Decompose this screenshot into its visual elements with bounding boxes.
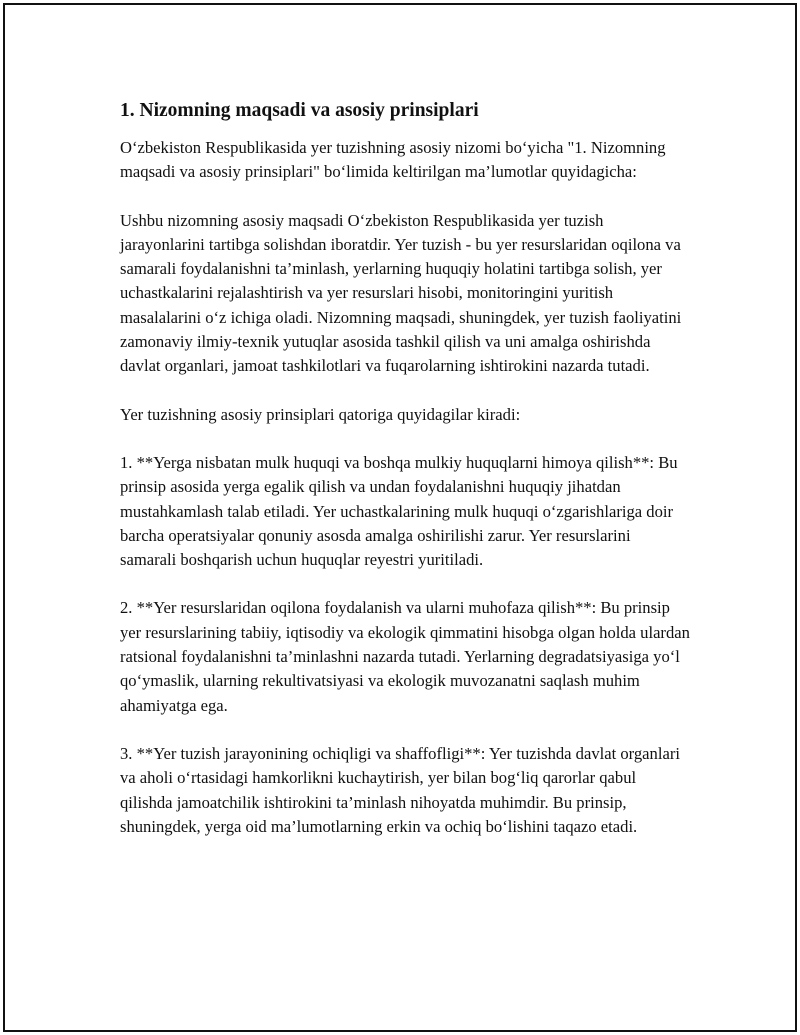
section-title: 1. Nizomning maqsadi va asosiy prinsiplari [120, 100, 479, 121]
principles-intro-paragraph: Yer tuzishning asosiy prinsiplari qatoriga quyidagilar kiradi: [120, 404, 521, 424]
page-frame [3, 3, 797, 1032]
intro-paragraph: O‘zbekiston Respublikasida yer tuzishning asosiy nizomi bo‘yicha "1. Nizomning maqsadi va asosiy prinsiplari" bo‘limida keltirilgan ma’lumotlar quyidagicha: [120, 138, 666, 182]
principle-1-paragraph: 1. **Yerga nisbatan mulk huquqi va boshqa mulkiy huquqlarni himoya qilish**: Bu prinsip asosida yerga egalik qilish va undan foydalanishni huquqiy jihatdan mustahkamlash talab etiladi. Yer uchastkalarining mulk huquqi o‘zgarishlariga doir barcha operatsiyalar qonuniy asosda amalga oshirilishi zarur. Yer resurslarini samarali boshqarish uchun huquqlar reyestri yuritiladi. [120, 452, 678, 570]
document-body [120, 98, 690, 863]
principle-3-paragraph: 3. **Yer tuzish jarayonining ochiqligi va shaffofligi**: Yer tuzishda davlat organlari va aholi o‘rtasidagi hamkorlikni kuchaytirish, yer bilan bog‘liq qarorlar qabul qilishda jamoatchilik ishtirokini ta’minlash nihoyatda muhimdir. Bu prinsip, shuningdek, yerga oid ma’lumotlarning erkin va ochiq bo‘lishini taqazo etadi. [120, 743, 680, 836]
principle-2-paragraph: 2. **Yer resurslaridan oqilona foydalanish va ularni muhofaza qilish**: Bu prinsip yer resurslarining tabiiy, iqtisodiy va ekologik qimmatini hisobga olgan holda ulardan ratsional foydalanishni ta’minlashni nazarda tutadi. Yerlarning degradatsiyasiga yo‘l qo‘ymaslik, ularning rekultivatsiyasi va ekologik muvozanatni saqlash muhim ahamiyatga ega. [120, 598, 690, 715]
purpose-paragraph: Ushbu nizomning asosiy maqsadi O‘zbekiston Respublikasida yer tuzish jarayonlarini tartibga solishdan iboratdir. Yer tuzish - bu yer resurslaridan oqilona va samarali foydalanishni ta’minlash, yerlarning huquqiy holatini tartibga solish, yer uchastkalarini rejalashtirish va yer resurslari hisobi, monitoringini yuritish masalalarini o‘z ichiga oladi. Nizomning maqsadi, shuningdek, yer tuzish faoliyatini zamonaviy ilmiy-texnik yutuqlar asosida tashkil qilish va uni amalga oshirishda davlat organlari, jamoat tashkilotlari va fuqarolarning ishtirokini nazarda tutadi. [120, 210, 682, 376]
